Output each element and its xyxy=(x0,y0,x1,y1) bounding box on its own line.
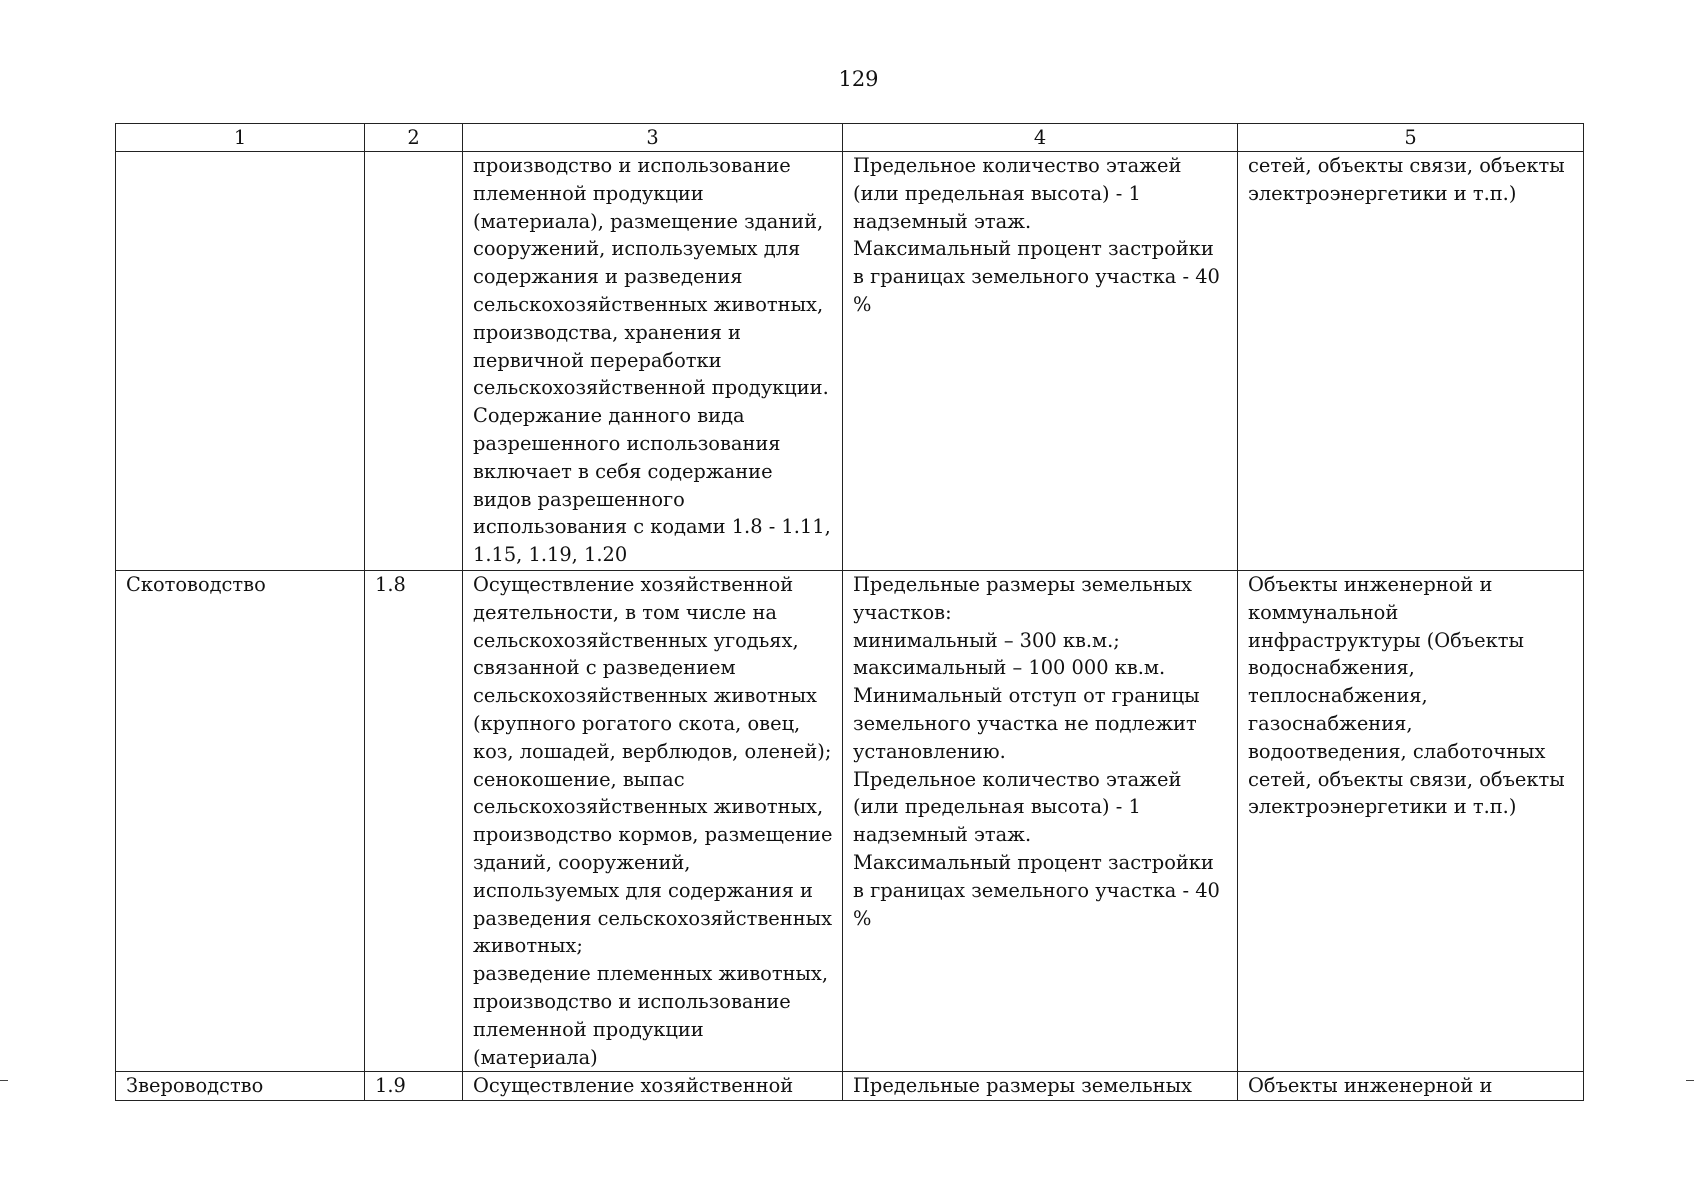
right-scan-mark xyxy=(1686,1080,1694,1081)
land-use-description-cell: Осуществление хозяйственной xyxy=(463,1072,843,1101)
land-use-name-cell: Звероводство xyxy=(116,1072,365,1101)
land-use-description-cell: Осуществление хозяйственной деятельности, в том числе на сельскохозяйственных угодьях, связанной с разведением сельскохозяйственных животных (крупного рогатого скота, овец, коз, лошадей, верблюдов, оленей); сенокошение, выпас сельскохозяйственных животных, производство кормов, размещение зданий, сооружений, используемых для содержания и разведения сельскохозяйственных животных; разведение племенных животных, производство и использование племенной продукции (материала) xyxy=(463,571,843,1072)
land-use-description-cell: производство и использование племенной продукции (материала), размещение зданий, сооружений, используемых для содержания и разведения сельскохозяйственных животных, производства, хранения и первичной переработки сельскохозяйственной продукции. Содержание данного вида разрешенного использования включает в себя содержание видов разрешенного использования с кодами 1.8 - 1.11, 1.15, 1.19, 1.20 xyxy=(463,152,843,571)
land-use-parameters-cell: Предельные размеры земельных xyxy=(843,1072,1238,1101)
land-use-parameters-cell: Предельное количество этажей (или предельная высота) - 1 надземный этаж. Максимальный процент застройки в границах земельного участка - 40 % xyxy=(843,152,1238,571)
land-use-code-cell xyxy=(365,152,463,571)
left-scan-mark xyxy=(0,1080,8,1081)
table-row xyxy=(116,152,1584,571)
land-use-objects-cell: Объекты инженерной и xyxy=(1238,1072,1584,1101)
table-header-row xyxy=(116,124,1584,152)
column-header-5: 5 xyxy=(1238,124,1584,152)
page-number: 129 xyxy=(838,67,879,91)
table-row xyxy=(116,571,1584,1072)
land-use-code-cell: 1.9 xyxy=(365,1072,463,1101)
land-use-name-cell: Скотоводство xyxy=(116,571,365,1072)
column-header-1: 1 xyxy=(116,124,365,152)
column-header-4: 4 xyxy=(843,124,1238,152)
land-use-parameters-cell: Предельные размеры земельных участков: минимальный – 300 кв.м.; максимальный – 100 000 кв.м. Минимальный отступ от границы земельного участка не подлежит установлению. Предельное количество этажей (или предельная высота) - 1 надземный этаж. Максимальный процент застройки в границах земельного участка - 40 % xyxy=(843,571,1238,1072)
land-use-objects-cell: сетей, объекты связи, объекты электроэнергетики и т.п.) xyxy=(1238,152,1584,571)
table-row xyxy=(116,1072,1584,1101)
column-header-2: 2 xyxy=(365,124,463,152)
land-use-name-cell xyxy=(116,152,365,571)
land-use-table xyxy=(115,123,1584,1101)
column-header-3: 3 xyxy=(463,124,843,152)
land-use-code-cell: 1.8 xyxy=(365,571,463,1072)
land-use-objects-cell: Объекты инженерной и коммунальной инфраструктуры (Объекты водоснабжения, теплоснабжения, газоснабжения, водоотведения, слаботочных сетей, объекты связи, объекты электроэнергетики и т.п.) xyxy=(1238,571,1584,1072)
